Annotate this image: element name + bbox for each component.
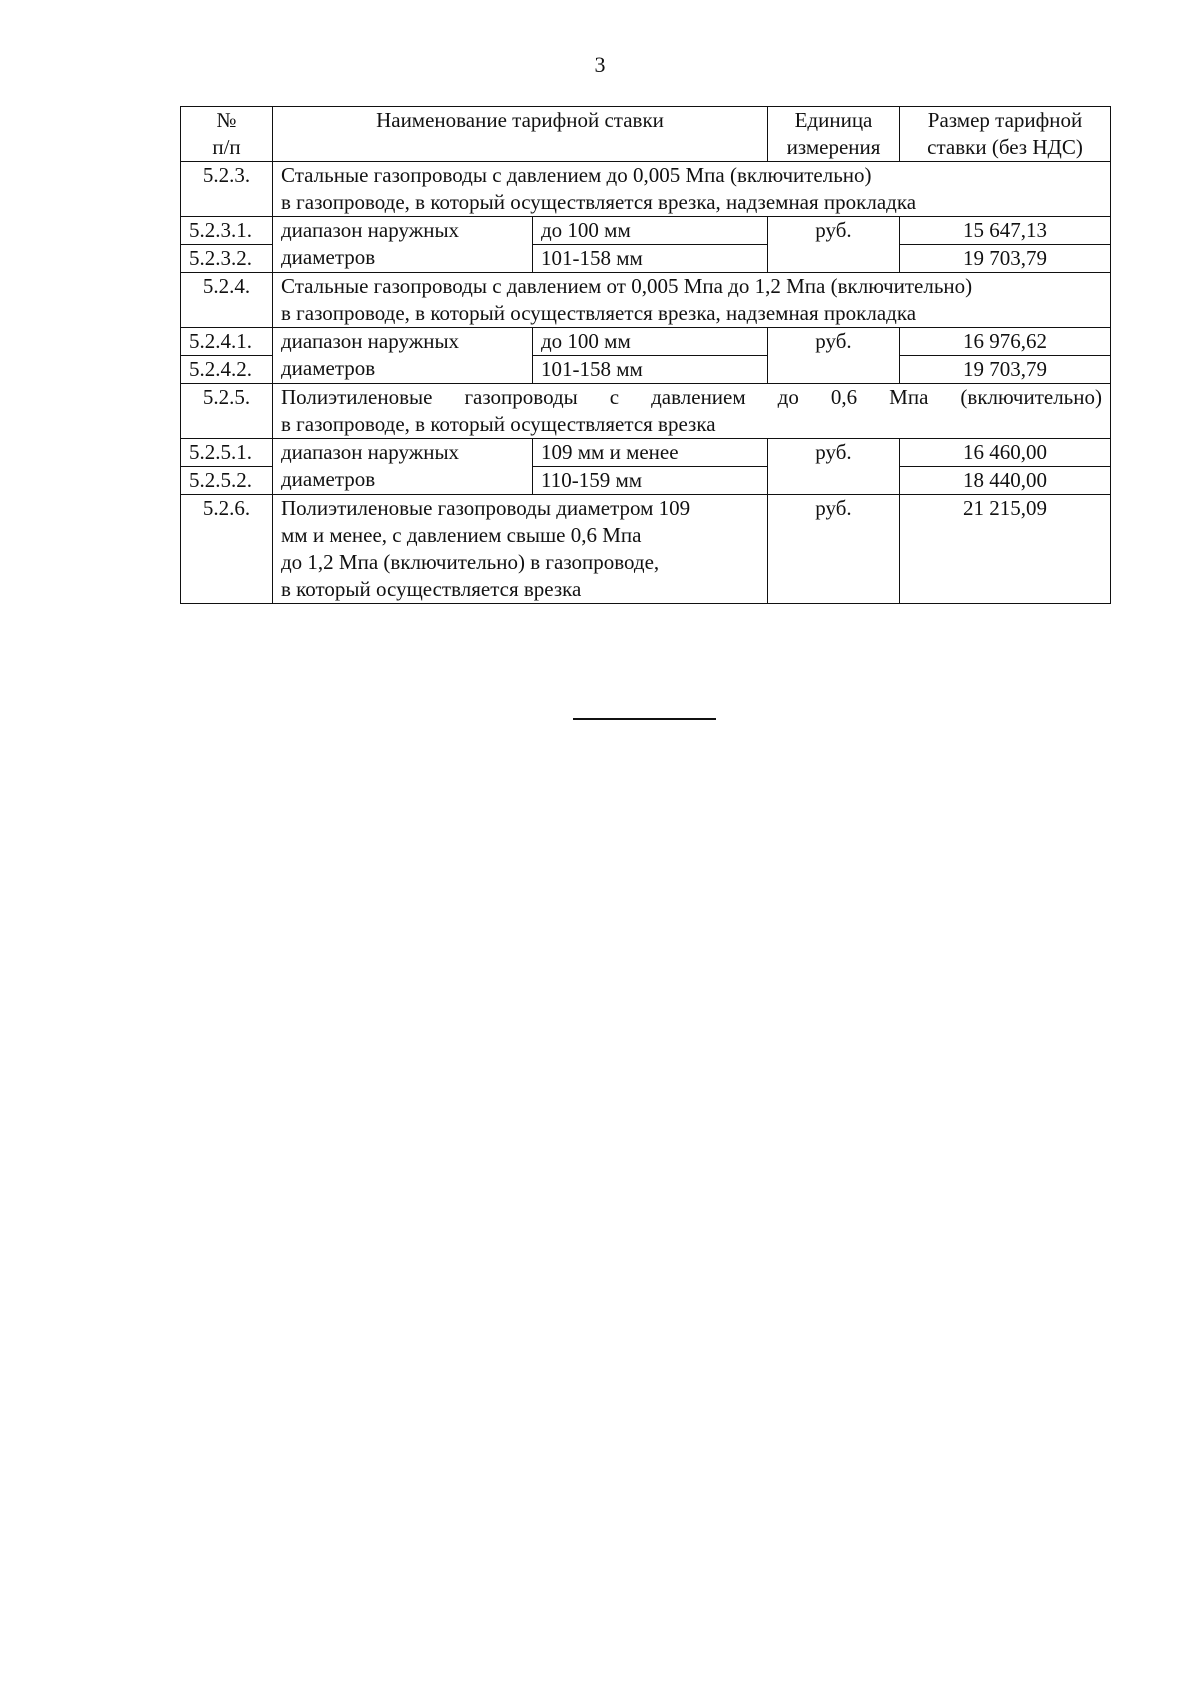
range-label: диапазон наружных диаметров	[273, 328, 533, 384]
value-cell: 19 703,79	[900, 356, 1111, 384]
row-number: 5.2.3.1.	[181, 217, 273, 245]
section-title: Стальные газопроводы с давлением от 0,005 Мпа до 1,2 Мпа (включительно) в газопроводе, в который осуществляется врезка, надземная прокладка	[273, 273, 1111, 328]
tariff-table	[180, 106, 1111, 604]
section-title: Стальные газопроводы с давлением до 0,005 Мпа (включительно) в газопроводе, в который осуществляется врезка, надземная прокладка	[273, 162, 1111, 217]
unit-cell: руб.	[768, 217, 900, 273]
table-row	[181, 495, 1111, 604]
diameter-cell: до 100 мм	[533, 328, 768, 356]
end-rule-divider	[573, 718, 716, 720]
diameter-cell: 101-158 мм	[533, 356, 768, 384]
table-header-row	[181, 107, 1111, 162]
header-unit: Единица измерения	[768, 107, 900, 162]
value-cell: 21 215,09	[900, 495, 1111, 604]
section-title: Полиэтиленовые газопроводы с давлением до 0,6 Мпа (включительно) в газопроводе, в который осуществляется врезка	[273, 384, 1111, 439]
table-row	[181, 439, 1111, 467]
row-number: 5.2.6.	[181, 495, 273, 604]
value-cell: 19 703,79	[900, 245, 1111, 273]
table-row	[181, 217, 1111, 245]
diameter-cell: до 100 мм	[533, 217, 768, 245]
row-number: 5.2.4.1.	[181, 328, 273, 356]
header-rate: Размер тарифной ставки (без НДС)	[900, 107, 1111, 162]
diameter-cell: 110-159 мм	[533, 467, 768, 495]
page-number: 3	[594, 52, 606, 77]
row-number: 5.2.5.1.	[181, 439, 273, 467]
table-row	[181, 328, 1111, 356]
row-number: 5.2.5.	[181, 384, 273, 439]
range-label: диапазон наружных диаметров	[273, 439, 533, 495]
row-number: 5.2.3.	[181, 162, 273, 217]
value-cell: 16 976,62	[900, 328, 1111, 356]
value-cell: 15 647,13	[900, 217, 1111, 245]
section-row	[181, 384, 1111, 439]
row-number: 5.2.5.2.	[181, 467, 273, 495]
diameter-cell: 109 мм и менее	[533, 439, 768, 467]
header-name: Наименование тарифной ставки	[273, 107, 768, 162]
value-cell: 16 460,00	[900, 439, 1111, 467]
row-number: 5.2.4.	[181, 273, 273, 328]
row-number: 5.2.4.2.	[181, 356, 273, 384]
diameter-cell: 101-158 мм	[533, 245, 768, 273]
section-title: Полиэтиленовые газопроводы диаметром 109 мм и менее, с давлением свыше 0,6 Мпа до 1,2 Мпа (включительно) в газопроводе, в который осуществляется врезка	[273, 495, 768, 604]
value-cell: 18 440,00	[900, 467, 1111, 495]
section-row	[181, 162, 1111, 217]
header-num: № п/п	[181, 107, 273, 162]
row-number: 5.2.3.2.	[181, 245, 273, 273]
unit-cell: руб.	[768, 439, 900, 495]
range-label: диапазон наружных диаметров	[273, 217, 533, 273]
section-row	[181, 273, 1111, 328]
unit-cell: руб.	[768, 328, 900, 384]
unit-cell: руб.	[768, 495, 900, 604]
